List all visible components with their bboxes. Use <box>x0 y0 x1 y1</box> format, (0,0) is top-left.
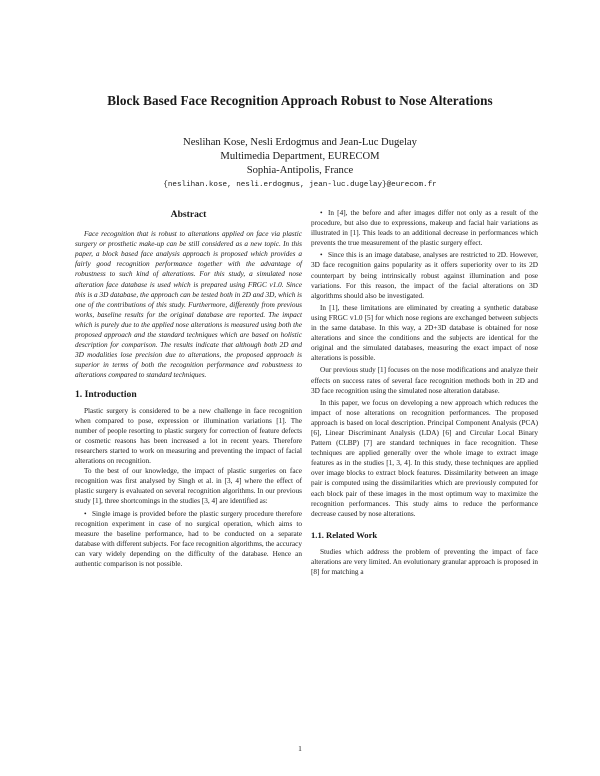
bullet-icon: • <box>320 209 323 217</box>
related-work-heading: 1.1. Related Work <box>311 529 378 540</box>
related-paragraph-1: Studies which address the problem of preventing the impact of face alterations are very limited. An evolutionary granular approach is proposed in [8] for matching a <box>311 547 538 577</box>
bullet-icon: • <box>320 251 323 260</box>
bullet-text-1: Single image is provided before the plastic surgery procedure therefore recognition experiment in case of no surgical operation, which aims to measure the baseline performance, had to be conducted on a separate database with different subjects. For face recognition algorithms, the accuracy can vary widely depending on the difficulty of the database. Hence an authentic comparison is not possible. <box>75 509 302 568</box>
intro-paragraph-3: In [1], these limitations are eliminated by creating a synthetic database using FRGC v1.0 [5] for which nose regions are exchanged between subjects in the same database. In this way, a 2D+3D database is obtained for nose alterations and since the conditions and the subjects are identical for the original and the simulated databases, measuring the exact impact of nose alterations is possible. <box>311 303 538 363</box>
bullet-text-2: In [4], the before and after images differ not only as a result of the procedure, but also due to expressions, makeup and facial hair variations as illustrated in [1]. This leads to an additional decrease in performances which prevents the true measurement of the plastic surgery effect. <box>311 209 538 248</box>
bullet-item-2 <box>311 208 538 248</box>
bullet-text-3: Since this is an image database, analyses are restricted to 2D. However, 3D face recognition gains popularity as it offers superiority over to its 2D counterpart by being intrinsically robust against illumination and pose variations. For this reason, the impact of the facial alterations on 3D algorithms should also be investigated. <box>311 251 538 300</box>
bullet-icon: • <box>84 509 87 518</box>
paper-title: Block Based Face Recognition Approach Robust to Nose Alterations <box>107 93 493 108</box>
bullet-item-3 <box>311 250 538 300</box>
left-column <box>75 208 302 569</box>
intro-paragraph-5: In this paper, we focus on developing a new approach which reduces the impact of nose alterations on recognition performances. The proposed approach is based on local description. Principal Component Analysis (PCA) [6], Linear Discriminant Analysis (LDA) [6] and Circular Local Binary Pattern (CLBP) [7] are standard techniques in face recognition. These techniques are applied generally over the whole image to extract image features as in the studies [1, 3, 4]. In this study, these techniques are applied over image blocks to extract block features. Dissimilarity between an image pair is computed using the dissimilarities which are previously computed for each block pair of these images in the most optimum way to maximize the recognition performances. This study aims to reduce the performance decrease caused by nose alterations. <box>311 398 538 518</box>
page-number: 1 <box>298 744 302 753</box>
author-emails: {neslihan.kose, nesli.erdogmus, jean-luc.dugelay}@eurecom.fr <box>163 181 437 189</box>
abstract-heading: Abstract <box>170 209 207 220</box>
introduction-heading: 1. Introduction <box>75 388 137 400</box>
abstract-body <box>75 229 302 380</box>
author-location: Sophia-Antipolis, France <box>246 165 354 176</box>
right-column <box>311 208 538 577</box>
author-block <box>0 136 600 191</box>
bullet-item-1 <box>75 509 302 570</box>
author-names: Neslihan Kose, Nesli Erdogmus and Jean-Luc Dugelay <box>183 137 417 148</box>
author-department: Multimedia Department, EURECOM <box>220 151 380 162</box>
abstract-text: Face recognition that is robust to alterations applied on face via plastic surgery or prosthetic make-up can be still considered as a new topic. In this paper, a block based face analysis approach is proposed which provides a fairly good recognition performance together with the advantage of robustness to such kind of alterations. For this study, a simulated nose alteration face database is used which is prepared using FRGC v1.0. Since this is a 3D database, the approach can be tested both in 2D and 3D, which is one of the contributions of this study. Furthermore, differently from previous works, baseline results for the original database are reported. The impact which is purely due to the applied nose alterations is measured using both the proposed approach and the standard techniques which are based on holistic description for comparison. The results indicate that although both 2D and 3D modalities lose precision due to alterations, the proposed approach is superior in terms of both the recognition performance and robustness to alterations compared to standard techniques. <box>75 230 302 380</box>
intro-paragraph-4: Our previous study [1] focuses on the nose modifications and analyze their effects on success rates of several face recognition methods both in 2D and 3D face recognition using the simulated nose alteration database. <box>311 366 538 395</box>
intro-paragraph-1: Plastic surgery is considered to be a new challenge in face recognition when compared to pose, expression or illumination variations [1]. The number of people resorting to plastic surgery for correction of feature defects or cosmetic reasons has been increased a lot in recent years. Therefore researchers started to work on measuring and preventing the impact of facial alterations on recognition. <box>75 406 302 466</box>
intro-paragraph-2: To the best of our knowledge, the impact of plastic surgeries on face recognition was first analysed by Singh et al. in [3, 4] where the effect of plastic surgery is evaluated on several recognition algorithms. In our previous study [1], three shortcomings in the studies [3, 4] are identified as: <box>75 467 302 506</box>
